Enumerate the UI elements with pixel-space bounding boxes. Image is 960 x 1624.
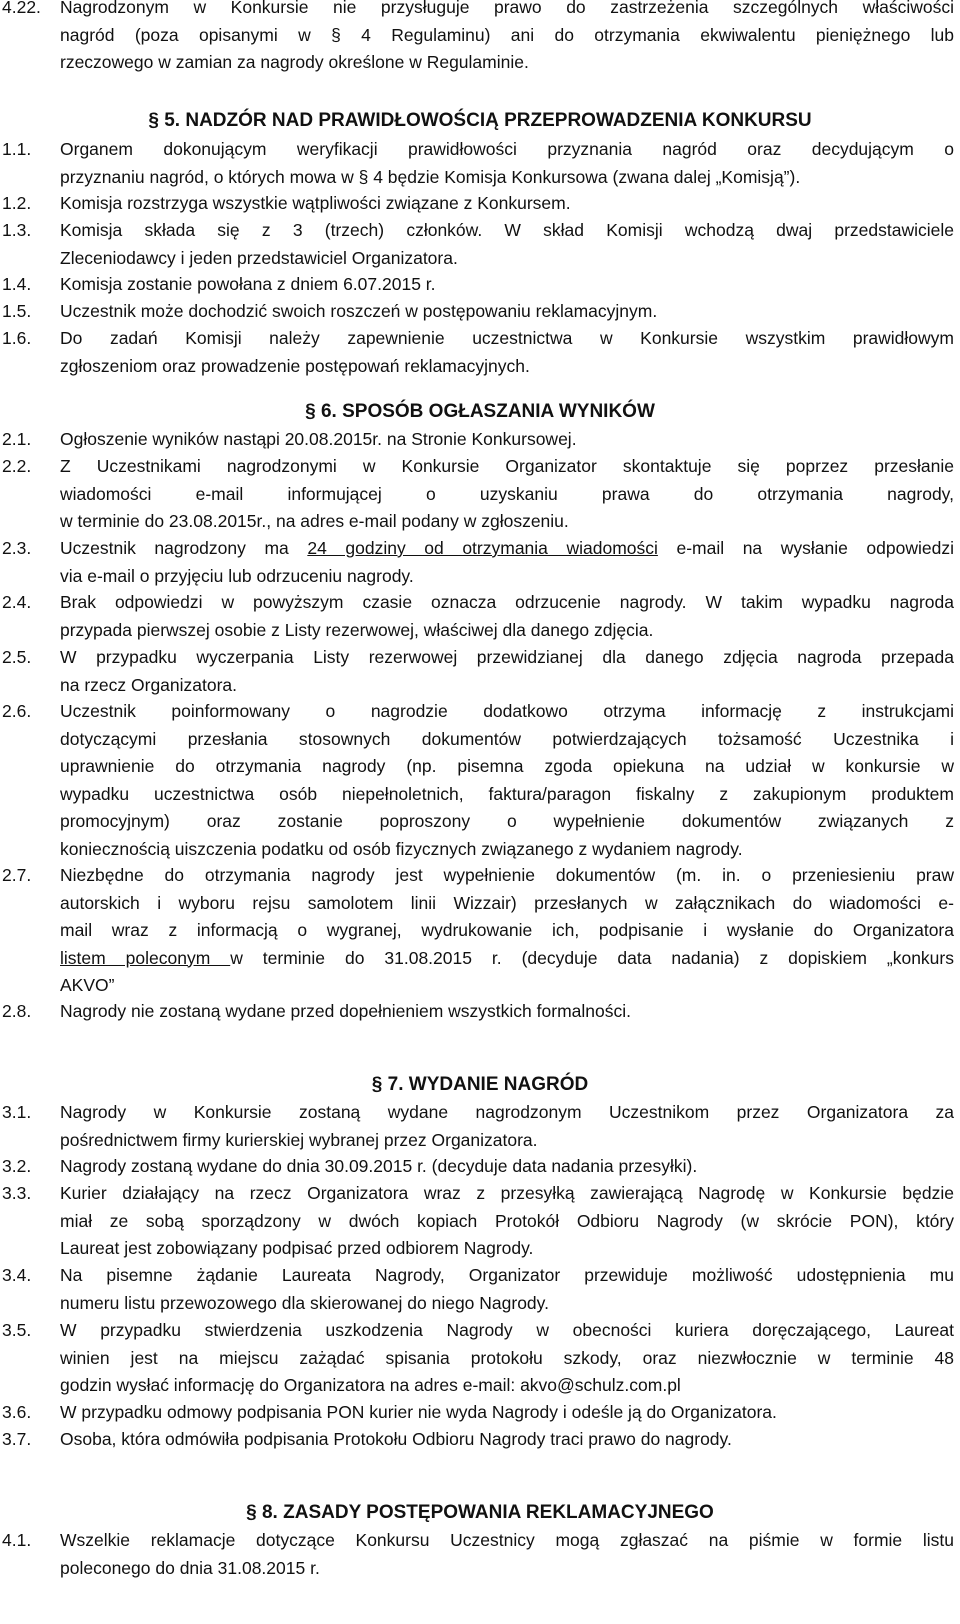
text-run: Uczestnik nagrodzony ma — [60, 538, 308, 558]
text-line: numeru listu przewozowego dla skierowanej do niego Nagrody. — [60, 1292, 549, 1313]
section-title: ZASADY POSTĘPOWANIA REKLAMACYJNEGO — [283, 1502, 714, 1523]
paragraph-number: 3.7. — [2, 1429, 32, 1449]
section-heading-6 — [0, 398, 960, 426]
paragraph-text — [60, 535, 954, 590]
paragraph-number: 1.2. — [2, 193, 32, 213]
text-line: dotyczącymi przesłania stosownych dokumentów potwierdzających tożsamość Uczestnika i — [60, 728, 954, 749]
paragraph-number: 2.7. — [2, 865, 32, 885]
paragraph-text — [60, 862, 954, 1000]
text-line: miał ze sobą sporządzony w dwóch kopiach Protokół Odbioru Nagrody (w skrócie PON), który — [60, 1210, 954, 1231]
paragraph-text — [60, 298, 954, 326]
section-title: SPOSÓB OGŁASZANIA WYNIKÓW — [342, 401, 655, 422]
text-line: koniecznością uiszczenia podatku od osób fizycznych związanego z wydaniem nagrody. — [60, 838, 743, 859]
paragraph-number: 1.3. — [2, 220, 32, 240]
text-line: promocyjnym) oraz zostanie poproszony o wypełnienie dokumentów związanych z — [60, 811, 954, 831]
text-line: Laureat jest zobowiązany podpisać przed odbiorem Nagrody. — [60, 1238, 534, 1258]
text-line: Uczestnik może dochodzić swoich roszczeń w postępowaniu reklamacyjnym. — [60, 301, 658, 321]
paragraph-number: 3.3. — [2, 1183, 32, 1203]
text-line: mail wraz z informacją o wygranej, wydrukowanie ich, podpisanie i wysłanie do Organizatora — [60, 920, 954, 940]
text-line: godzin wysłać informację do Organizatora na adres e-mail: akvo@schulz.com.pl — [60, 1375, 681, 1395]
paragraph-text — [60, 217, 954, 272]
paragraph-text — [60, 1527, 954, 1582]
paragraph-text — [60, 271, 954, 299]
section-number: § 6. — [305, 401, 337, 422]
text-line: Wszelkie reklamacje dotyczące Konkursu Uczestnicy mogą zgłaszać na piśmie w formie listu — [60, 1530, 954, 1550]
text-line: via e-mail o przyjęciu lub odrzuceniu nagrody. — [60, 565, 414, 586]
paragraph-number: 1.5. — [2, 301, 32, 321]
text-line: AKVO” — [60, 975, 115, 995]
text-line: pośrednictwem firmy kurierskiej wybranej przez Organizatora. — [60, 1129, 538, 1150]
paragraph-text — [60, 1180, 954, 1263]
paragraph-number: 1.6. — [2, 328, 32, 348]
paragraph-text — [60, 1099, 954, 1154]
text-line: Zleceniodawcy i jeden przedstawiciel Organizatora. — [60, 247, 458, 268]
text-line: W przypadku stwierdzenia uszkodzenia Nagrody w obecności kuriera doręczającego, Laureat — [60, 1320, 954, 1340]
text-run: e-mail na wysłanie odpowiedzi — [657, 538, 954, 558]
paragraph-text — [60, 426, 954, 454]
text-line: rzeczowego w zamian za nagrody określone w Regulaminie. — [60, 52, 529, 72]
text-line: Nagrody zostaną wydane do dnia 30.09.2015 r. (decyduje data nadania przesyłki). — [60, 1156, 698, 1176]
text-line: Komisja rozstrzyga wszystkie wątpliwości związane z Konkursem. — [60, 193, 571, 213]
paragraph-number: 2.3. — [2, 538, 32, 558]
paragraph-number: 1.1. — [2, 139, 32, 159]
text-line: na rzecz Organizatora. — [60, 674, 238, 695]
text-line: zgłoszeniom oraz prowadzenie postępowań reklamacyjnych. — [60, 355, 530, 376]
section-number: § 7. — [371, 1074, 404, 1095]
paragraph-number: 2.4. — [2, 592, 32, 612]
paragraph-text — [60, 698, 954, 863]
text-line: wypadku uczestnictwa osób niepełnoletnich, faktura/paragon fiskalny z zakupionym produktem — [60, 783, 954, 804]
text-line: Nagrody nie zostaną wydane przed dopełnieniem wszystkich formalności. — [60, 1001, 631, 1021]
paragraph-number: 1.4. — [2, 274, 32, 294]
section-heading-8 — [0, 1499, 960, 1527]
text-line: wiadomości e-mail informującej o uzyskaniu prawa do otrzymania nagrody, — [60, 483, 954, 504]
text-line: Komisja zostanie powołana z dniem 6.07.2015 r. — [60, 274, 436, 294]
paragraph-number: 3.5. — [2, 1320, 32, 1340]
text-line: Na pisemne żądanie Laureata Nagrody, Organizator przewiduje możliwość udostępnienia mu — [60, 1265, 954, 1285]
paragraph-number: 2.8. — [2, 1001, 32, 1021]
text-line: Komisja składa się z 3 (trzech) członków. W skład Komisji wchodzą dwaj przedstawiciele — [60, 220, 954, 240]
paragraph-number: 2.5. — [2, 647, 32, 667]
paragraph-text — [60, 589, 954, 644]
text-line: poleconego do dnia 31.08.2015 r. — [60, 1557, 320, 1578]
paragraph-number: 4.22. — [2, 0, 41, 17]
text-line: Niezbędne do otrzymania nagrody jest wypełnienie dokumentów (m. in. o przeniesieniu praw — [60, 865, 954, 885]
section-number: § 5. — [148, 110, 181, 131]
text-line — [60, 535, 954, 563]
text-line: Uczestnik poinformowany o nagrodzie dodatkowo otrzyma informację z instrukcjami — [60, 701, 954, 721]
paragraph-number: 3.6. — [2, 1402, 32, 1422]
section-title: WYDANIE NAGRÓD — [408, 1074, 589, 1095]
text-line: Nagrody w Konkursie zostaną wydane nagrodzonym Uczestnikom przez Organizatora za — [60, 1102, 954, 1122]
text-line: Brak odpowiedzi w powyższym czasie oznacza odrzucenie nagrody. W takim wypadku nagroda — [60, 592, 954, 612]
paragraph-text — [60, 1399, 954, 1427]
paragraph-text — [60, 190, 954, 218]
text-line: Kurier działający na rzecz Organizatora wraz z przesyłką zawierającą Nagrodę w Konkursie będzie — [60, 1183, 954, 1203]
text-line: w terminie do 23.08.2015r., na adres e-mail podany w zgłoszeniu. — [60, 511, 569, 531]
paragraph-text — [60, 1153, 954, 1181]
text-run: w terminie do 31.08.2015 r. (decyduje data nadania) z dopiskiem „konkurs — [230, 947, 954, 968]
paragraph-text — [60, 998, 954, 1026]
text-line: Nagrodzonym w Konkursie nie przysługuje prawo do zastrzeżenia szczególnych właściwości — [60, 0, 954, 17]
text-line: przypada pierwszej osobie z Listy rezerwowej, właściwej dla danego zdjęcia. — [60, 619, 654, 640]
text-line: przyznaniu nagród, o których mowa w § 4 będzie Komisja Konkursowa (zwana dalej „Komisją”). — [60, 166, 801, 187]
text-line: nagród (poza opisanymi w § 4 Regulaminu) ani do otrzymania ekwiwalentu pieniężnego lub — [60, 24, 954, 45]
paragraph-text — [60, 453, 954, 536]
text-line: W przypadku wyczerpania Listy rezerwowej przewidzianej dla danego zdjęcia nagroda przepada — [60, 647, 954, 667]
paragraph-text — [60, 1317, 954, 1400]
paragraph-text — [60, 136, 954, 191]
paragraph-number: 2.6. — [2, 701, 32, 721]
section-heading-7 — [0, 1071, 960, 1099]
text-line: Organem dokonującym weryfikacji prawidłowości przyznania nagród oraz decydującym o — [60, 139, 954, 159]
section-number: § 8. — [246, 1502, 278, 1523]
paragraph-text — [60, 1426, 954, 1454]
paragraph-text — [60, 644, 954, 699]
section-heading-5 — [0, 107, 960, 135]
text-line: winien jest na miejscu zażądać spisania protokołu szkody, oraz niezwłocznie w terminie 48 — [60, 1347, 954, 1368]
paragraph-text — [60, 1262, 954, 1317]
paragraph-text — [60, 0, 954, 77]
paragraph-number: 2.2. — [2, 456, 32, 476]
section-title: NADZÓR NAD PRAWIDŁOWOŚCIĄ PRZEPROWADZENIA KONKURSU — [185, 110, 812, 131]
paragraph-number: 3.4. — [2, 1265, 32, 1285]
paragraph-number: 4.1. — [2, 1530, 32, 1550]
text-line — [60, 945, 954, 973]
text-line: Do zadań Komisji należy zapewnienie uczestnictwa w Konkursie wszystkim prawidłowym — [60, 328, 954, 348]
text-line: autorskich i wyboru rejsu samolotem linii Wizzair) przesłanych w załącznikach do wiadomości e- — [60, 892, 954, 913]
underlined-registered-letter: listem poleconym — [60, 947, 231, 968]
text-line: uprawnienie do otrzymania nagrody (np. pisemna zgoda opiekuna na udział w konkursie w — [60, 756, 954, 776]
paragraph-number: 3.2. — [2, 1156, 32, 1176]
paragraph-number: 2.1. — [2, 429, 32, 449]
paragraph-number: 3.1. — [2, 1102, 32, 1122]
underlined-deadline: 24 godziny od otrzymania wiadomości — [307, 538, 658, 558]
text-line: W przypadku odmowy podpisania PON kurier nie wyda Nagrody i odeśle ją do Organizatora. — [60, 1402, 777, 1422]
text-line: Z Uczestnikami nagrodzonymi w Konkursie Organizator skontaktuje się poprzez przesłanie — [60, 456, 954, 476]
paragraph-text — [60, 325, 954, 380]
text-line: Ogłoszenie wyników nastąpi 20.08.2015r. na Stronie Konkursowej. — [60, 429, 577, 449]
text-line: Osoba, która odmówiła podpisania Protokołu Odbioru Nagrody traci prawo do nagrody. — [60, 1429, 732, 1449]
